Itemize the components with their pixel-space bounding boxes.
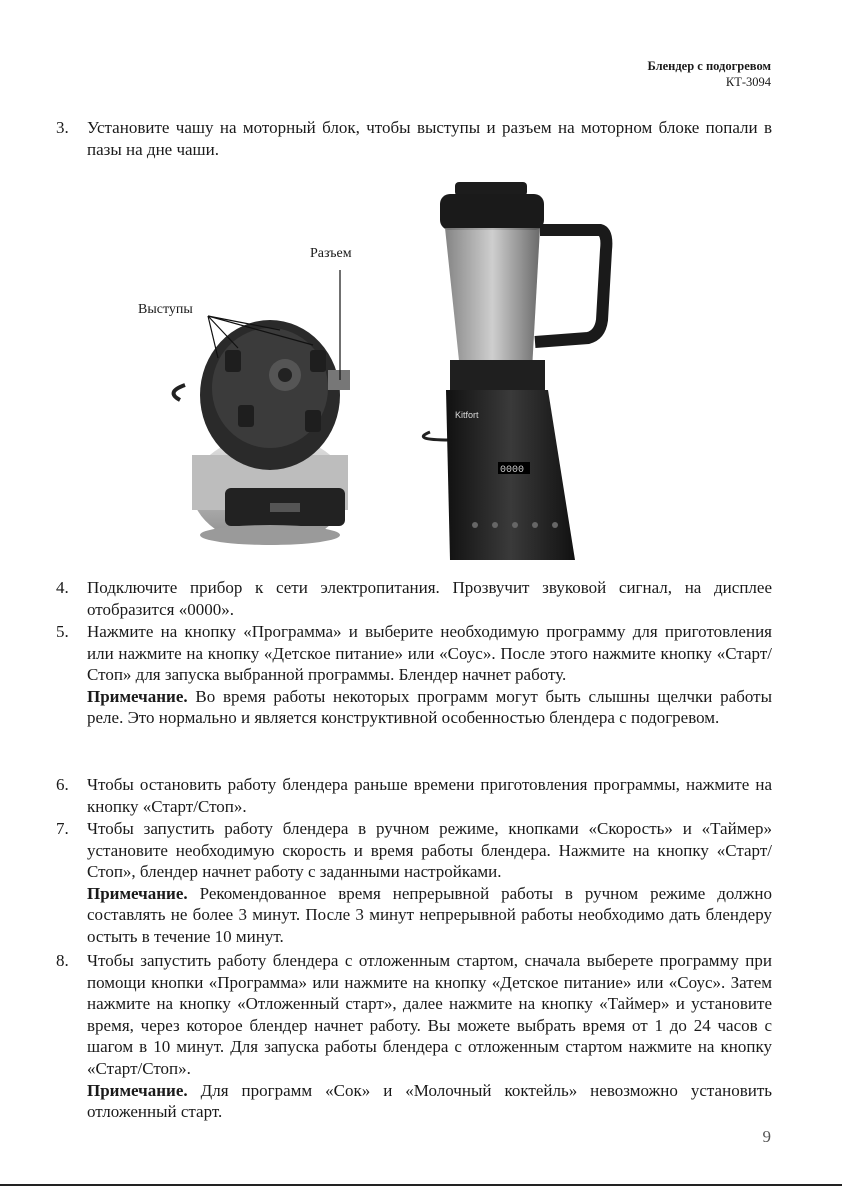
step-number: 5. <box>56 622 69 641</box>
step-text: Чтобы запустить работу блендера с отложенным стартом, сначала выберете программу при помощи кнопки «Программа» или нажмите на кнопку «Детское питание» или «Соус». Затем нажмите на кнопку «Отложенный старт», далее нажмите на кнопку «Таймер» и установите время, через которое блендер начнет работу. Вы можете выбрать время от 1 до 24 часов с шагом в 10 минут. Для запуска работы блендера с отложенным стартом нажмите на кнопку «Старт/Стоп». <box>87 951 772 1078</box>
step-number: 6. <box>56 775 69 794</box>
motor-base-image <box>174 270 350 545</box>
step-note <box>87 883 772 948</box>
product-figure <box>130 170 650 570</box>
note-text: Для программ «Сок» и «Молочный коктейль» невозможно установить отложенный старт. <box>87 1080 772 1122</box>
step-text: Чтобы запустить работу блендера в ручном режиме, кнопками «Скорость» и «Таймер» установите необходимую скорость и время работы блендера. Нажмите на кнопку «Старт/Стоп», блендер начнет работу с заданными настройками. <box>87 819 772 882</box>
blender-illustration <box>130 170 650 570</box>
assembled-blender-image <box>423 182 606 560</box>
page-header <box>647 58 771 90</box>
list-item-step-7 <box>56 818 772 948</box>
bottom-rule <box>0 1184 842 1186</box>
label-protrusions: Выступы <box>138 302 193 317</box>
step-number: 4. <box>56 578 69 597</box>
list-item-step-4 <box>56 577 772 620</box>
brand-logo: Kitfort <box>455 410 479 420</box>
display-readout: 0000 <box>500 465 525 476</box>
step-text: Подключите прибор к сети электропитания. Прозвучит звуковой сигнал, на дисплее отобразится «0000». <box>87 578 772 619</box>
step-note <box>87 686 772 729</box>
step-text: Нажмите на кнопку «Программа» и выберите необходимую программу для приготовления или нажмите на кнопку «Детское питание» или «Соус». После этого нажмите кнопку «Старт/Стоп» для запуска выбранной программы. Блендер начнет работу. <box>87 622 772 685</box>
note-text: Рекомендованное время непрерывной работы в ручном режиме должно составлять не более 3 минут. После 3 минут непрерывной работы необходимо дать блендеру остыть в течение 10 минут. <box>87 883 772 946</box>
note-label: Примечание. <box>87 686 188 706</box>
list-item-step-5 <box>56 621 772 729</box>
step-note <box>87 1080 772 1123</box>
step-number: 8. <box>56 951 69 970</box>
step-number: 3. <box>56 118 69 137</box>
list-item-step-8 <box>56 950 772 1123</box>
page-number: 9 <box>762 1127 771 1146</box>
header-title: Блендер с подогревом <box>647 59 771 73</box>
step-text: Чтобы остановить работу блендера раньше времени приготовления программы, нажмите на кнопку «Старт/Стоп». <box>87 775 772 816</box>
list-item-step-3 <box>56 117 772 160</box>
header-model: КТ-3094 <box>725 75 771 89</box>
step-text: Установите чашу на моторный блок, чтобы выступы и разъем на моторном блоке попали в пазы на дне чаши. <box>87 118 772 159</box>
step-number: 7. <box>56 819 69 838</box>
note-text: Во время работы некоторых программ могут быть слышны щелчки работы реле. Это нормально и является конструктивной особенностью блендера с подогревом. <box>87 686 772 728</box>
note-label: Примечание. <box>87 1080 188 1100</box>
note-label: Примечание. <box>87 883 188 903</box>
list-item-step-6 <box>56 774 772 817</box>
label-connector: Разъем <box>310 246 352 261</box>
